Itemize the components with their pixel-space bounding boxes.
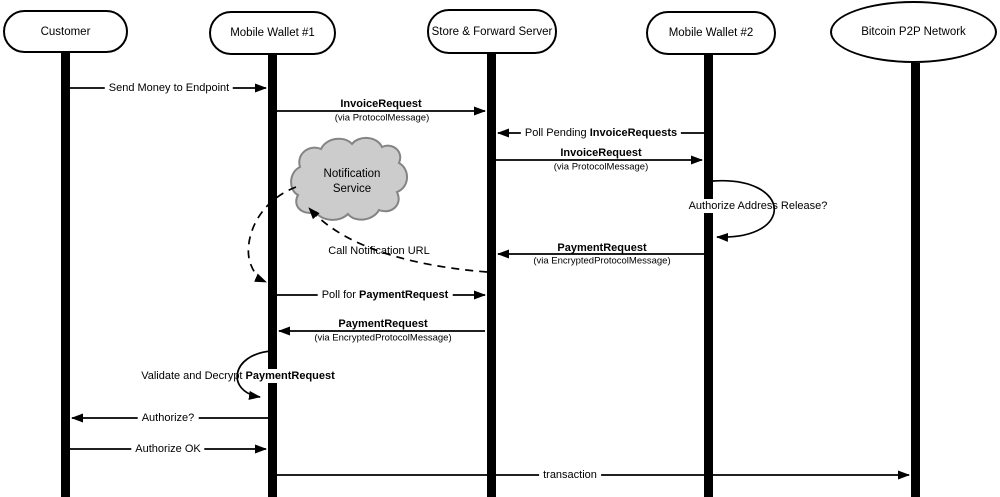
message-label-poll-pending xyxy=(521,127,681,139)
message-label-validate-decrypt-prefix: Validate and Decrypt xyxy=(141,370,246,382)
self-loop-authorize-address-release xyxy=(713,181,774,237)
actor-store-forward-server xyxy=(427,9,557,54)
message-sublabel-invoice-request-2: (via ProtocolMessage) xyxy=(553,161,649,173)
actor-customer-label: Customer xyxy=(40,25,91,38)
self-loop-validate-decrypt xyxy=(237,351,272,397)
message-label-poll-payment-prefix: Poll for xyxy=(321,289,360,301)
message-label-call-notification-url: Call Notification URL xyxy=(328,245,430,257)
message-label-transaction: transaction xyxy=(539,469,601,481)
actor-mobile-wallet-1-label: Mobile Wallet #1 xyxy=(230,27,315,39)
message-label-poll-pending-prefix: Poll Pending xyxy=(524,127,590,139)
actor-mobile-wallet-2-label: Mobile Wallet #2 xyxy=(668,27,754,39)
message-label-authorize-address-release: Authorize Address Release? xyxy=(685,199,832,213)
message-label-validate-decrypt-bold: PaymentRequest xyxy=(245,370,335,382)
notification-cloud-label-line2: Service xyxy=(332,183,372,195)
notification-cloud-label xyxy=(324,167,381,197)
actor-mobile-wallet-2 xyxy=(646,11,776,55)
actor-customer xyxy=(3,10,128,53)
message-sublabel-payment-request-1: (via EncryptedProtocolMessage) xyxy=(533,255,671,267)
notification-cloud-label-line1: Notification xyxy=(323,168,381,180)
message-label-payment-request-2: PaymentRequest xyxy=(338,318,428,330)
message-label-payment-request-1: PaymentRequest xyxy=(557,242,647,254)
dashed-arrow-notify-wallet-1 xyxy=(248,187,296,282)
message-label-poll-payment-bold: PaymentRequest xyxy=(359,289,449,301)
message-label-poll-pending-bold: InvoiceRequests xyxy=(589,127,678,139)
message-sublabel-payment-request-2: (via EncryptedProtocolMessage) xyxy=(314,332,452,344)
actor-bitcoin-network-label: Bitcoin P2P Network xyxy=(861,26,966,38)
message-label-invoice-request-1: InvoiceRequest xyxy=(340,98,422,110)
actor-mobile-wallet-1 xyxy=(209,11,336,55)
message-label-poll-payment xyxy=(318,289,453,301)
actor-store-forward-server-label: Store & Forward Server xyxy=(431,25,553,38)
message-label-send-money: Send Money to Endpoint xyxy=(105,82,233,94)
actor-bitcoin-network xyxy=(830,1,997,63)
message-sublabel-invoice-request-1: (via ProtocolMessage) xyxy=(334,112,430,124)
message-label-authorize-ok: Authorize OK xyxy=(131,443,204,455)
message-label-authorize-q: Authorize? xyxy=(138,412,199,424)
message-label-invoice-request-2: InvoiceRequest xyxy=(560,147,642,159)
